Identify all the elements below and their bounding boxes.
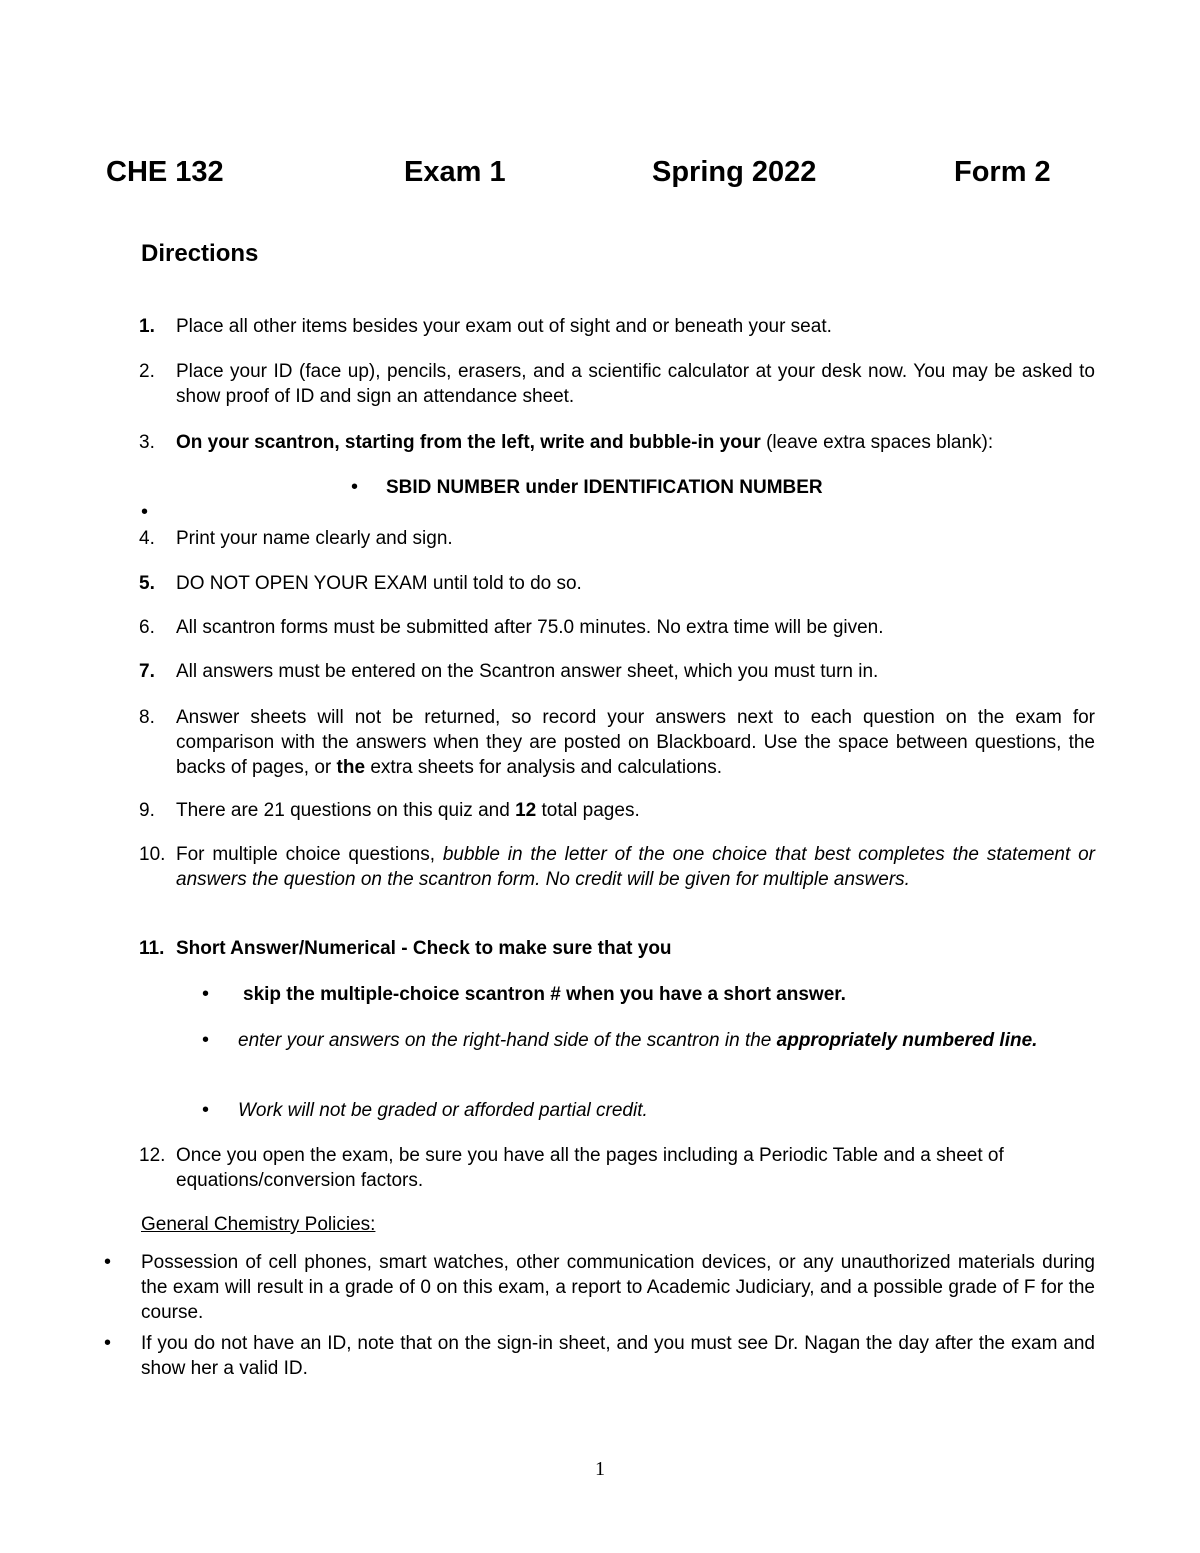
directions-heading: Directions [141,240,259,267]
item-number: 12. [139,1145,166,1166]
item-text: Short Answer/Numerical - Check to make sure that you [176,938,672,959]
bullet-dot: • [104,1251,112,1273]
item-text: Place all other items besides your exam out of sight and or beneath your seat. [176,316,832,337]
short-answer-rule-1: skip the multiple-choice scantron # when you have a short answer. [243,984,846,1005]
exam-term: Spring 2022 [652,156,817,188]
policies-heading: General Chemistry Policies: [141,1214,376,1235]
item-text-post: total pages. [536,800,640,821]
item-text [176,842,1095,892]
exam-form: Form 2 [954,156,1051,188]
item-number: 4. [139,528,155,549]
item-number: 9. [139,800,155,821]
bullet-dot: • [202,1029,210,1051]
item-text: DO NOT OPEN YOUR EXAM until told to do so. [176,573,582,594]
item-text-bold: On your scantron, starting from the left, write and bubble-in your [176,432,761,453]
sbid-instruction: SBID NUMBER under IDENTIFICATION NUMBER [386,477,823,498]
item-text: Print your name clearly and sign. [176,528,453,549]
rule-2-text: enter your answers on the right-hand side of the scantron in the [238,1030,777,1051]
rule-2-bold: appropriately numbered line. [776,1030,1038,1051]
item-number: 5. [139,573,155,594]
item-number: 8. [139,707,155,728]
short-answer-rule-3: Work will not be graded or afforded partial credit. [238,1100,648,1121]
policy-1: Possession of cell phones, smart watches, other communication devices, or any unauthorized materials during the exam will result in a grade of 0 on this exam, a report to Academic Judiciary, and a possible grade of F for the course. [141,1252,1095,1323]
item-text-pre: There are 21 questions on this quiz and [176,800,516,821]
item-number: 11. [139,938,165,959]
item-number: 3. [139,432,155,453]
item-text: Once you open the exam, be sure you have all the pages including a Periodic Table and a sheet of equations/conversion factors. [176,1145,1004,1191]
item-text [176,430,1095,455]
item-text: All scantron forms must be submitted after 75.0 minutes. No extra time will be given. [176,617,884,638]
item-text-pre: Answer sheets will not be returned, so record your answers next to each question on the exam for comparison with the answers when they are posted on Blackboard. Use the space between questions, the backs of pages, or [176,707,1095,778]
item-text: All answers must be entered on the Scantron answer sheet, which you must turn in. [176,661,879,682]
item-number: 1. [139,316,155,337]
page-number: 1 [595,1458,605,1480]
bullet-dot: • [351,476,359,498]
bullet-dot: • [202,983,210,1005]
item-text-pre: For multiple choice questions, [176,844,443,865]
course-code: CHE 132 [106,156,224,188]
item-text-bold: 12 [515,800,537,821]
short-answer-rule-2 [238,1028,1095,1053]
item-text-post: extra sheets for analysis and calculations. [365,757,723,778]
item-text-rest: (leave extra spaces blank): [760,432,994,453]
bullet-dot: • [202,1099,210,1121]
exam-name: Exam 1 [404,156,506,188]
item-number: 6. [139,617,155,638]
empty-bullet-dot: • [141,501,149,523]
item-number: 10. [139,844,166,865]
item-text-bold: the [336,757,366,778]
item-text: Place your ID (face up), pencils, erasers, and a scientific calculator at your desk now. You may be asked to show proof of ID and sign an attendance sheet. [176,361,1095,407]
item-number: 7. [139,661,155,682]
policy-2: If you do not have an ID, note that on the sign-in sheet, and you must see Dr. Nagan the day after the exam and show her a valid ID. [141,1333,1095,1379]
item-text [176,705,1095,780]
item-text-italic: bubble in the letter of the one choice that best completes the statement or answers the question on the scantron form. No credit will be given for multiple answers. [176,844,1095,890]
item-text [176,798,1095,823]
item-number: 2. [139,361,155,382]
bullet-dot: • [104,1332,112,1354]
